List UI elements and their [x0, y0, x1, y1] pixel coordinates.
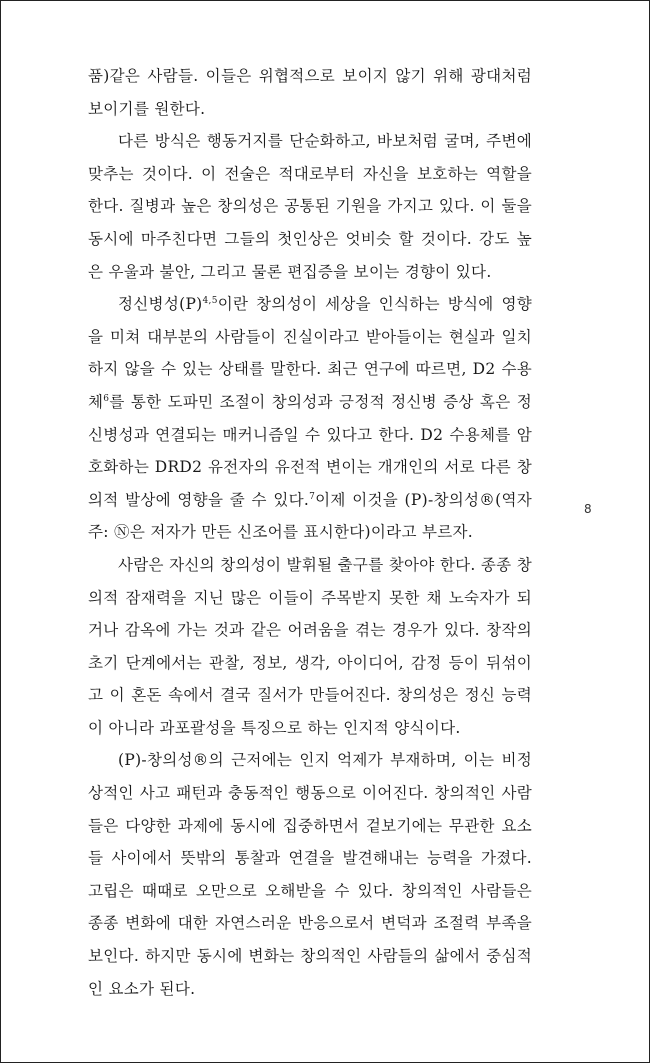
paragraph-text: 를 통한 도파민 조절이 창의성과 긍정적 정신병 증상 혹은 정신병성과 연결되는 매커니즘일 수 있다고 한다. D2 수용체를 암호화하는 DRD2 유전자의 유전적 변이는 개개인의 서로 다른 창의적 발상에 영향을 줄 수 있다.: [88, 392, 532, 509]
paragraph: [88, 288, 532, 549]
footnote-reference: 7: [309, 491, 316, 502]
body-text: [88, 60, 532, 1005]
paragraph-text: 이란 창의성이 세상을 인식하는 방식에 영향을 미쳐 대부분의 사람들이 진실이라고 받아들이는 현실과 일치하지 않을 수 있는 상태를 말한다. 최근 연구에 따르면, D2 수용체: [88, 295, 532, 411]
paragraph-text: 다른 방식은 행동거지를 단순화하고, 바보처럼 굴며, 주변에 맞추는 것이다. 이 전술은 적대로부터 자신을 보호하는 역할을 한다. 질병과 높은 창의성은 공통된 기원을 가지고 있다. 이 둘을 동시에 마주친다면 그들의 첫인상은 엇비슷 할 것이다. 강도 높은 우울과 불안, 그리고 물론 편집증을 보이는 경향이 있다.: [88, 132, 532, 281]
paragraph-text: 이제 이것을 (P)-창의성®(역자 주: Ⓝ은 저자가 만든 신조어를 표시한다)이라고 부르자.: [88, 490, 532, 542]
page-number: 8: [584, 502, 592, 516]
paragraph-text: 정신병성(P): [118, 295, 203, 314]
paragraph-text: 사람은 자신의 창의성이 발휘될 출구를 찾아야 한다. 종종 창의적 잠재력을 지닌 많은 이들이 주목받지 못한 채 노숙자가 되거나 감옥에 가는 것과 같은 어려움을 겪는 경우가 있다. 창작의 초기 단계에서는 관찰, 정보, 생각, 아이디어, 감정 등이 뒤섞이고 이 혼돈 속에서 결국 질서가 만들어진다. 창의성은 정신 능력이 아니라 과포괄성을 특징으로 하는 인지적 양식이다.: [88, 555, 532, 737]
paragraph: [88, 125, 532, 288]
paragraph-text: (P)-창의성®의 근저에는 인지 억제가 부재하며, 이는 비정상적인 사고 패턴과 충동적인 행동으로 이어진다. 창의적인 사람들은 다양한 과제에 동시에 집중하면서 겉보기에는 무관한 요소들 사이에서 뜻밖의 통찰과 연결을 발견해내는 능력을 가졌다. 고립은 때때로 오만으로 오해받을 수 있다. 창의적인 사람들은 종종 변화에 대한 자연스러운 반응으로서 변덕과 조절력 부족을 보인다. 하지만 동시에 변화는 창의적인 사람들의 삶에서 중심적인 요소가 된다.: [88, 751, 532, 998]
paragraph: [88, 549, 532, 745]
paragraph: [88, 60, 532, 125]
footnote-reference: 6: [103, 393, 110, 404]
paragraph-text: 품)같은 사람들. 이들은 위협적으로 보이지 않기 위해 광대처럼 보이기를 원한다.: [88, 67, 532, 118]
footnote-reference: 4,5: [202, 296, 218, 307]
paragraph: [88, 744, 532, 1005]
